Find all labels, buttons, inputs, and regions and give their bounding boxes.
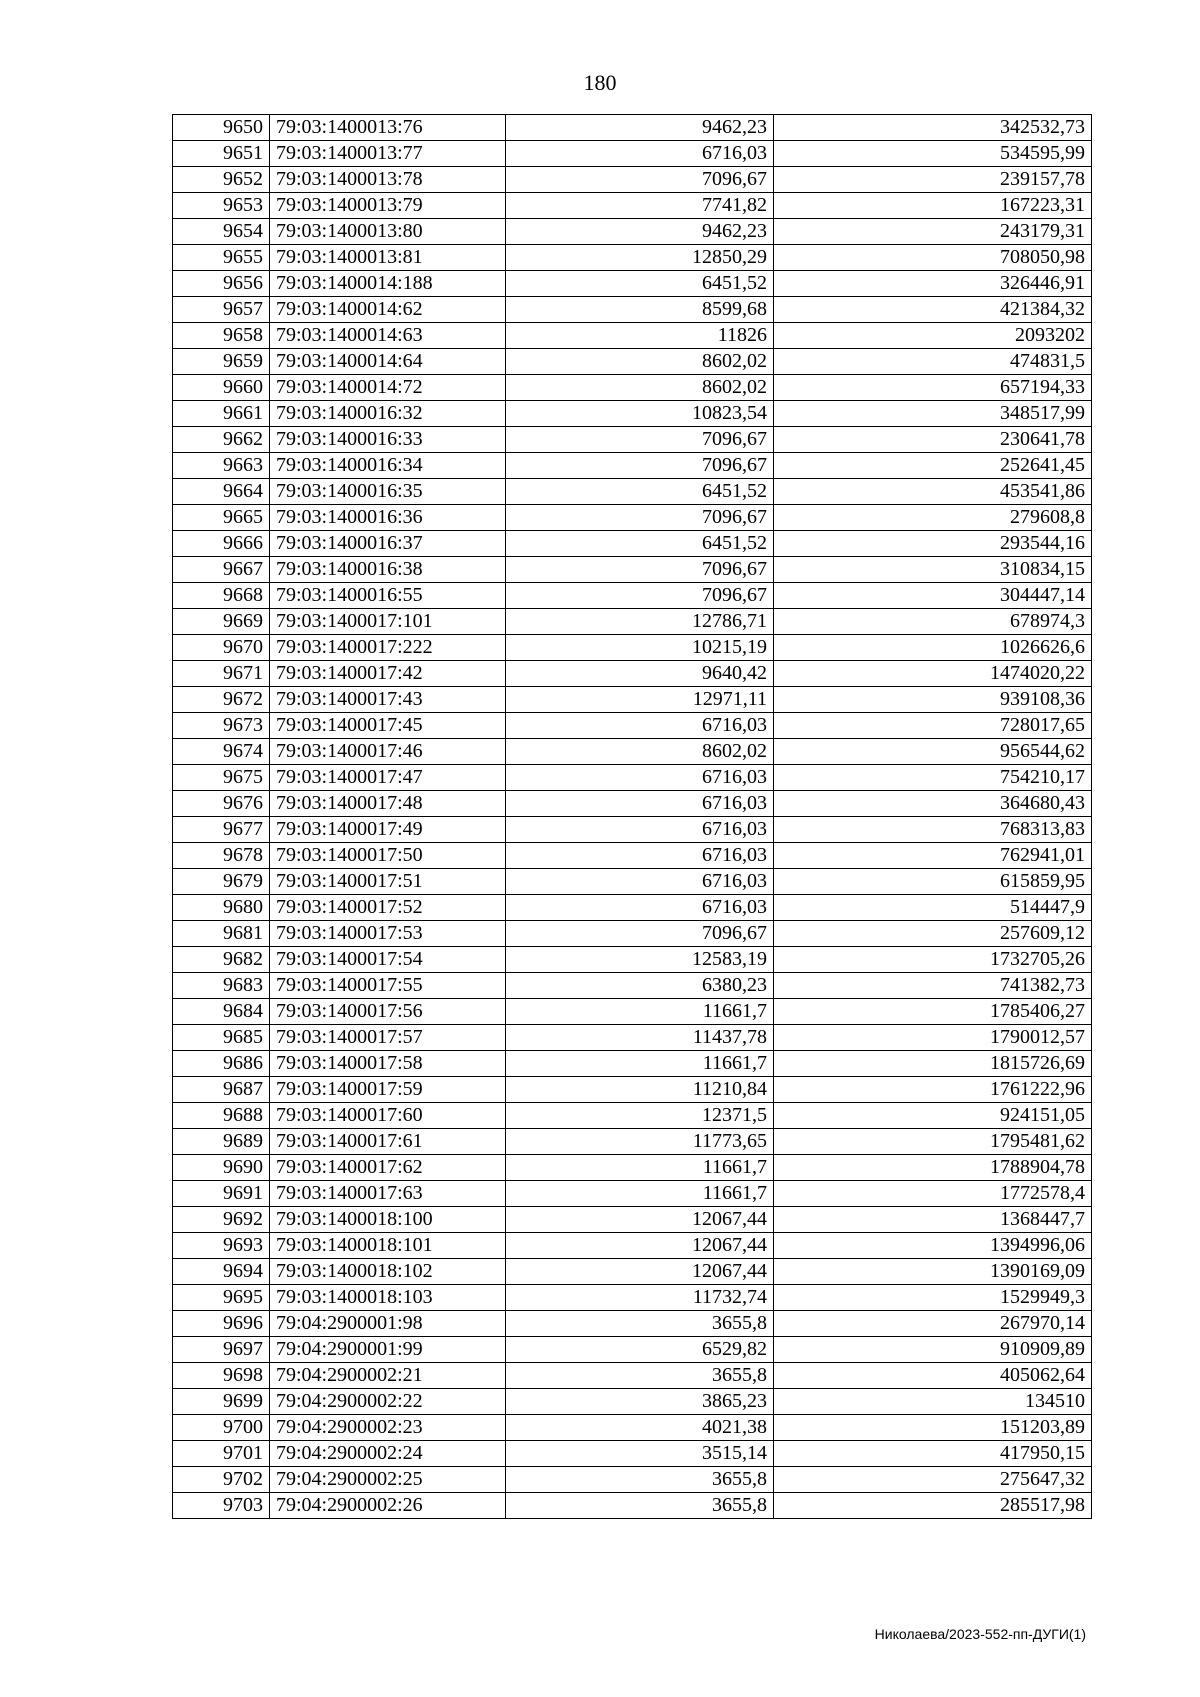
table-row xyxy=(173,921,1092,947)
cadastral-number-cell: 79:03:1400013:81 xyxy=(270,245,506,271)
cadastral-number-cell: 79:03:1400017:50 xyxy=(270,843,506,869)
table-row xyxy=(173,635,1092,661)
cadastral-number-cell: 79:03:1400017:47 xyxy=(270,765,506,791)
cadastral-value-cell: 1788904,78 xyxy=(774,1155,1092,1181)
table-row xyxy=(173,427,1092,453)
row-number-cell: 9677 xyxy=(173,817,270,843)
table-row xyxy=(173,1129,1092,1155)
table-row xyxy=(173,141,1092,167)
page-number: 180 xyxy=(583,70,617,95)
area-value-cell: 10215,19 xyxy=(506,635,774,661)
area-value-cell: 6716,03 xyxy=(506,843,774,869)
cadastral-number-cell: 79:04:2900002:26 xyxy=(270,1493,506,1519)
cadastral-number-cell: 79:03:1400016:32 xyxy=(270,401,506,427)
cadastral-number-cell: 79:03:1400018:101 xyxy=(270,1233,506,1259)
cadastral-number-cell: 79:04:2900002:24 xyxy=(270,1441,506,1467)
cadastral-value-cell: 239157,78 xyxy=(774,167,1092,193)
area-value-cell: 12850,29 xyxy=(506,245,774,271)
area-value-cell: 12786,71 xyxy=(506,609,774,635)
row-number-cell: 9686 xyxy=(173,1051,270,1077)
area-value-cell: 11437,78 xyxy=(506,1025,774,1051)
row-number-cell: 9672 xyxy=(173,687,270,713)
cadastral-number-cell: 79:04:2900002:23 xyxy=(270,1415,506,1441)
row-number-cell: 9656 xyxy=(173,271,270,297)
cadastral-number-cell: 79:03:1400017:45 xyxy=(270,713,506,739)
table-row xyxy=(173,323,1092,349)
area-value-cell: 6380,23 xyxy=(506,973,774,999)
area-value-cell: 7741,82 xyxy=(506,193,774,219)
cadastral-value-cell: 342532,73 xyxy=(774,115,1092,141)
cadastral-value-cell: 754210,17 xyxy=(774,765,1092,791)
row-number-cell: 9679 xyxy=(173,869,270,895)
cadastral-value-cell: 405062,64 xyxy=(774,1363,1092,1389)
cadastral-number-cell: 79:03:1400016:36 xyxy=(270,505,506,531)
cadastral-number-cell: 79:03:1400013:79 xyxy=(270,193,506,219)
table-row xyxy=(173,661,1092,687)
cadastral-value-cell: 474831,5 xyxy=(774,349,1092,375)
table-row xyxy=(173,375,1092,401)
row-number-cell: 9650 xyxy=(173,115,270,141)
table-row xyxy=(173,1311,1092,1337)
area-value-cell: 8602,02 xyxy=(506,375,774,401)
table-row xyxy=(173,583,1092,609)
table-row xyxy=(173,1103,1092,1129)
row-number-cell: 9671 xyxy=(173,661,270,687)
table-row xyxy=(173,1285,1092,1311)
cadastral-number-cell: 79:03:1400017:222 xyxy=(270,635,506,661)
cadastral-number-cell: 79:03:1400016:34 xyxy=(270,453,506,479)
area-value-cell: 8602,02 xyxy=(506,739,774,765)
cadastral-number-cell: 79:04:2900001:99 xyxy=(270,1337,506,1363)
table-row xyxy=(173,713,1092,739)
table-row xyxy=(173,219,1092,245)
cadastral-value-cell: 1368447,7 xyxy=(774,1207,1092,1233)
cadastral-value-cell: 348517,99 xyxy=(774,401,1092,427)
cadastral-number-cell: 79:03:1400017:56 xyxy=(270,999,506,1025)
area-value-cell: 6716,03 xyxy=(506,791,774,817)
area-value-cell: 6451,52 xyxy=(506,271,774,297)
area-value-cell: 7096,67 xyxy=(506,427,774,453)
area-value-cell: 9640,42 xyxy=(506,661,774,687)
row-number-cell: 9685 xyxy=(173,1025,270,1051)
row-number-cell: 9695 xyxy=(173,1285,270,1311)
table-row xyxy=(173,739,1092,765)
area-value-cell: 12067,44 xyxy=(506,1233,774,1259)
cadastral-value-cell: 708050,98 xyxy=(774,245,1092,271)
cadastral-value-cell: 134510 xyxy=(774,1389,1092,1415)
cadastral-number-cell: 79:03:1400017:60 xyxy=(270,1103,506,1129)
cadastral-value-cell: 1732705,26 xyxy=(774,947,1092,973)
cadastral-value-cell: 1026626,6 xyxy=(774,635,1092,661)
table-row xyxy=(173,609,1092,635)
cadastral-number-cell: 79:03:1400017:57 xyxy=(270,1025,506,1051)
cadastral-number-cell: 79:03:1400014:72 xyxy=(270,375,506,401)
table-row xyxy=(173,557,1092,583)
table-row xyxy=(173,1363,1092,1389)
row-number-cell: 9684 xyxy=(173,999,270,1025)
row-number-cell: 9688 xyxy=(173,1103,270,1129)
row-number-cell: 9655 xyxy=(173,245,270,271)
document-footer: Николаева/2023-552-пп-ДУГИ(1) xyxy=(874,1626,1086,1642)
area-value-cell: 7096,67 xyxy=(506,557,774,583)
area-value-cell: 7096,67 xyxy=(506,505,774,531)
row-number-cell: 9680 xyxy=(173,895,270,921)
row-number-cell: 9682 xyxy=(173,947,270,973)
cadastral-number-cell: 79:03:1400017:52 xyxy=(270,895,506,921)
table-row xyxy=(173,1441,1092,1467)
cadastral-value-cell: 275647,32 xyxy=(774,1467,1092,1493)
area-value-cell: 12067,44 xyxy=(506,1207,774,1233)
table-row xyxy=(173,947,1092,973)
table-row xyxy=(173,531,1092,557)
row-number-cell: 9681 xyxy=(173,921,270,947)
row-number-cell: 9659 xyxy=(173,349,270,375)
row-number-cell: 9653 xyxy=(173,193,270,219)
row-number-cell: 9665 xyxy=(173,505,270,531)
table-row xyxy=(173,1207,1092,1233)
cadastral-number-cell: 79:04:2900002:21 xyxy=(270,1363,506,1389)
area-value-cell: 11732,74 xyxy=(506,1285,774,1311)
row-number-cell: 9692 xyxy=(173,1207,270,1233)
table-row xyxy=(173,479,1092,505)
cadastral-number-cell: 79:03:1400017:42 xyxy=(270,661,506,687)
table-row xyxy=(173,193,1092,219)
cadastral-value-cell: 421384,32 xyxy=(774,297,1092,323)
row-number-cell: 9670 xyxy=(173,635,270,661)
cadastral-number-cell: 79:03:1400017:54 xyxy=(270,947,506,973)
row-number-cell: 9652 xyxy=(173,167,270,193)
cadastral-number-cell: 79:03:1400016:35 xyxy=(270,479,506,505)
table-row xyxy=(173,297,1092,323)
table-row xyxy=(173,791,1092,817)
row-number-cell: 9669 xyxy=(173,609,270,635)
table-row xyxy=(173,973,1092,999)
table-row xyxy=(173,115,1092,141)
row-number-cell: 9661 xyxy=(173,401,270,427)
area-value-cell: 8602,02 xyxy=(506,349,774,375)
cadastral-number-cell: 79:03:1400017:58 xyxy=(270,1051,506,1077)
cadastral-value-cell: 768313,83 xyxy=(774,817,1092,843)
row-number-cell: 9674 xyxy=(173,739,270,765)
row-number-cell: 9687 xyxy=(173,1077,270,1103)
table-row xyxy=(173,349,1092,375)
area-value-cell: 9462,23 xyxy=(506,219,774,245)
row-number-cell: 9651 xyxy=(173,141,270,167)
cadastral-value-cell: 243179,31 xyxy=(774,219,1092,245)
cadastral-number-cell: 79:03:1400018:102 xyxy=(270,1259,506,1285)
area-value-cell: 9462,23 xyxy=(506,115,774,141)
table-row xyxy=(173,271,1092,297)
cadastral-value-cell: 939108,36 xyxy=(774,687,1092,713)
area-value-cell: 11826 xyxy=(506,323,774,349)
row-number-cell: 9678 xyxy=(173,843,270,869)
cadastral-number-cell: 79:03:1400017:53 xyxy=(270,921,506,947)
area-value-cell: 11210,84 xyxy=(506,1077,774,1103)
table-row xyxy=(173,1337,1092,1363)
area-value-cell: 6529,82 xyxy=(506,1337,774,1363)
cadastral-value-cell: 267970,14 xyxy=(774,1311,1092,1337)
table-row xyxy=(173,1181,1092,1207)
cadastral-value-cell: 910909,89 xyxy=(774,1337,1092,1363)
row-number-cell: 9698 xyxy=(173,1363,270,1389)
table-row xyxy=(173,1233,1092,1259)
table-row xyxy=(173,1051,1092,1077)
cadastral-number-cell: 79:03:1400017:49 xyxy=(270,817,506,843)
area-value-cell: 3515,14 xyxy=(506,1441,774,1467)
cadastral-number-cell: 79:03:1400013:78 xyxy=(270,167,506,193)
cadastral-number-cell: 79:03:1400017:59 xyxy=(270,1077,506,1103)
row-number-cell: 9673 xyxy=(173,713,270,739)
area-value-cell: 12971,11 xyxy=(506,687,774,713)
cadastral-value-cell: 285517,98 xyxy=(774,1493,1092,1519)
cadastral-value-cell: 615859,95 xyxy=(774,869,1092,895)
area-value-cell: 3655,8 xyxy=(506,1311,774,1337)
table-row xyxy=(173,401,1092,427)
cadastral-value-cell: 453541,86 xyxy=(774,479,1092,505)
table-row xyxy=(173,1259,1092,1285)
table-row xyxy=(173,1155,1092,1181)
area-value-cell: 6716,03 xyxy=(506,141,774,167)
row-number-cell: 9668 xyxy=(173,583,270,609)
cadastral-number-cell: 79:03:1400017:55 xyxy=(270,973,506,999)
area-value-cell: 3655,8 xyxy=(506,1493,774,1519)
cadastral-value-cell: 514447,9 xyxy=(774,895,1092,921)
area-value-cell: 11773,65 xyxy=(506,1129,774,1155)
area-value-cell: 7096,67 xyxy=(506,921,774,947)
row-number-cell: 9667 xyxy=(173,557,270,583)
table-row xyxy=(173,1467,1092,1493)
area-value-cell: 6451,52 xyxy=(506,531,774,557)
row-number-cell: 9683 xyxy=(173,973,270,999)
table-row xyxy=(173,1493,1092,1519)
table-body xyxy=(173,115,1092,1519)
row-number-cell: 9697 xyxy=(173,1337,270,1363)
cadastral-number-cell: 79:03:1400017:63 xyxy=(270,1181,506,1207)
cadastral-value-cell: 279608,8 xyxy=(774,505,1092,531)
table-row xyxy=(173,765,1092,791)
row-number-cell: 9658 xyxy=(173,323,270,349)
table-row xyxy=(173,245,1092,271)
area-value-cell: 7096,67 xyxy=(506,453,774,479)
cadastral-number-cell: 79:03:1400016:55 xyxy=(270,583,506,609)
cadastral-value-cell: 326446,91 xyxy=(774,271,1092,297)
table-row xyxy=(173,843,1092,869)
cadastral-number-cell: 79:03:1400014:188 xyxy=(270,271,506,297)
area-value-cell: 8599,68 xyxy=(506,297,774,323)
area-value-cell: 11661,7 xyxy=(506,1051,774,1077)
area-value-cell: 11661,7 xyxy=(506,1181,774,1207)
area-value-cell: 12583,19 xyxy=(506,947,774,973)
cadastral-number-cell: 79:03:1400013:76 xyxy=(270,115,506,141)
cadastral-value-cell: 293544,16 xyxy=(774,531,1092,557)
area-value-cell: 6716,03 xyxy=(506,869,774,895)
cadastral-number-cell: 79:03:1400013:77 xyxy=(270,141,506,167)
row-number-cell: 9693 xyxy=(173,1233,270,1259)
row-number-cell: 9702 xyxy=(173,1467,270,1493)
table-row xyxy=(173,505,1092,531)
row-number-cell: 9663 xyxy=(173,453,270,479)
cadastral-value-cell: 924151,05 xyxy=(774,1103,1092,1129)
cadastral-number-cell: 79:03:1400014:62 xyxy=(270,297,506,323)
cadastral-number-cell: 79:03:1400017:101 xyxy=(270,609,506,635)
cadastral-value-cell: 741382,73 xyxy=(774,973,1092,999)
cadastral-value-cell: 728017,65 xyxy=(774,713,1092,739)
cadastral-value-cell: 1529949,3 xyxy=(774,1285,1092,1311)
row-number-cell: 9701 xyxy=(173,1441,270,1467)
table-row xyxy=(173,167,1092,193)
row-number-cell: 9689 xyxy=(173,1129,270,1155)
cadastral-value-cell: 1785406,27 xyxy=(774,999,1092,1025)
area-value-cell: 6716,03 xyxy=(506,895,774,921)
cadastral-value-cell: 1761222,96 xyxy=(774,1077,1092,1103)
row-number-cell: 9676 xyxy=(173,791,270,817)
cadastral-number-cell: 79:03:1400014:63 xyxy=(270,323,506,349)
table-row xyxy=(173,1077,1092,1103)
cadastral-value-cell: 1795481,62 xyxy=(774,1129,1092,1155)
cadastral-number-cell: 79:03:1400018:100 xyxy=(270,1207,506,1233)
cadastral-number-cell: 79:03:1400016:33 xyxy=(270,427,506,453)
cadastral-number-cell: 79:03:1400017:51 xyxy=(270,869,506,895)
area-value-cell: 6716,03 xyxy=(506,817,774,843)
cadastral-number-cell: 79:04:2900002:25 xyxy=(270,1467,506,1493)
cadastral-value-cell: 310834,15 xyxy=(774,557,1092,583)
row-number-cell: 9654 xyxy=(173,219,270,245)
cadastral-value-cell: 1815726,69 xyxy=(774,1051,1092,1077)
cadastral-value-cell: 304447,14 xyxy=(774,583,1092,609)
cadastral-value-cell: 230641,78 xyxy=(774,427,1092,453)
cadastral-value-cell: 167223,31 xyxy=(774,193,1092,219)
area-value-cell: 12371,5 xyxy=(506,1103,774,1129)
cadastral-value-cell: 257609,12 xyxy=(774,921,1092,947)
cadastral-value-cell: 956544,62 xyxy=(774,739,1092,765)
area-value-cell: 10823,54 xyxy=(506,401,774,427)
table-row xyxy=(173,869,1092,895)
row-number-cell: 9699 xyxy=(173,1389,270,1415)
table-row xyxy=(173,687,1092,713)
row-number-cell: 9675 xyxy=(173,765,270,791)
cadastral-value-cell: 364680,43 xyxy=(774,791,1092,817)
cadastral-number-cell: 79:03:1400017:48 xyxy=(270,791,506,817)
cadastral-number-cell: 79:04:2900001:98 xyxy=(270,1311,506,1337)
row-number-cell: 9700 xyxy=(173,1415,270,1441)
area-value-cell: 6716,03 xyxy=(506,765,774,791)
area-value-cell: 7096,67 xyxy=(506,583,774,609)
area-value-cell: 7096,67 xyxy=(506,167,774,193)
row-number-cell: 9664 xyxy=(173,479,270,505)
table-row xyxy=(173,1025,1092,1051)
row-number-cell: 9690 xyxy=(173,1155,270,1181)
cadastral-number-cell: 79:03:1400016:37 xyxy=(270,531,506,557)
cadastral-value-cell: 534595,99 xyxy=(774,141,1092,167)
cadastral-value-cell: 252641,45 xyxy=(774,453,1092,479)
cadastral-value-cell: 151203,89 xyxy=(774,1415,1092,1441)
row-number-cell: 9696 xyxy=(173,1311,270,1337)
cadastral-number-cell: 79:04:2900002:22 xyxy=(270,1389,506,1415)
cadastral-number-cell: 79:03:1400017:46 xyxy=(270,739,506,765)
cadastral-value-cell: 1390169,09 xyxy=(774,1259,1092,1285)
row-number-cell: 9694 xyxy=(173,1259,270,1285)
cadastral-value-cell: 1790012,57 xyxy=(774,1025,1092,1051)
cadastral-value-cell: 1394996,06 xyxy=(774,1233,1092,1259)
area-value-cell: 3865,23 xyxy=(506,1389,774,1415)
row-number-cell: 9666 xyxy=(173,531,270,557)
cadastral-number-cell: 79:03:1400017:62 xyxy=(270,1155,506,1181)
cadastral-value-cell: 417950,15 xyxy=(774,1441,1092,1467)
row-number-cell: 9662 xyxy=(173,427,270,453)
cadastral-value-cell: 1772578,4 xyxy=(774,1181,1092,1207)
cadastral-number-cell: 79:03:1400013:80 xyxy=(270,219,506,245)
cadastral-number-cell: 79:03:1400017:61 xyxy=(270,1129,506,1155)
area-value-cell: 4021,38 xyxy=(506,1415,774,1441)
row-number-cell: 9691 xyxy=(173,1181,270,1207)
area-value-cell: 11661,7 xyxy=(506,999,774,1025)
cadastral-number-cell: 79:03:1400017:43 xyxy=(270,687,506,713)
row-number-cell: 9660 xyxy=(173,375,270,401)
table-row xyxy=(173,999,1092,1025)
table-row xyxy=(173,1389,1092,1415)
cadastral-value-cell: 678974,3 xyxy=(774,609,1092,635)
cadastral-number-cell: 79:03:1400018:103 xyxy=(270,1285,506,1311)
cadastral-value-cell: 657194,33 xyxy=(774,375,1092,401)
table-row xyxy=(173,895,1092,921)
cadastral-number-cell: 79:03:1400014:64 xyxy=(270,349,506,375)
table-row xyxy=(173,817,1092,843)
area-value-cell: 11661,7 xyxy=(506,1155,774,1181)
area-value-cell: 12067,44 xyxy=(506,1259,774,1285)
table-row xyxy=(173,1415,1092,1441)
row-number-cell: 9703 xyxy=(173,1493,270,1519)
row-number-cell: 9657 xyxy=(173,297,270,323)
area-value-cell: 6451,52 xyxy=(506,479,774,505)
cadastral-value-table xyxy=(172,114,1092,1519)
area-value-cell: 3655,8 xyxy=(506,1467,774,1493)
table-row xyxy=(173,453,1092,479)
cadastral-value-cell: 2093202 xyxy=(774,323,1092,349)
cadastral-value-cell: 762941,01 xyxy=(774,843,1092,869)
cadastral-value-cell: 1474020,22 xyxy=(774,661,1092,687)
area-value-cell: 6716,03 xyxy=(506,713,774,739)
cadastral-number-cell: 79:03:1400016:38 xyxy=(270,557,506,583)
area-value-cell: 3655,8 xyxy=(506,1363,774,1389)
